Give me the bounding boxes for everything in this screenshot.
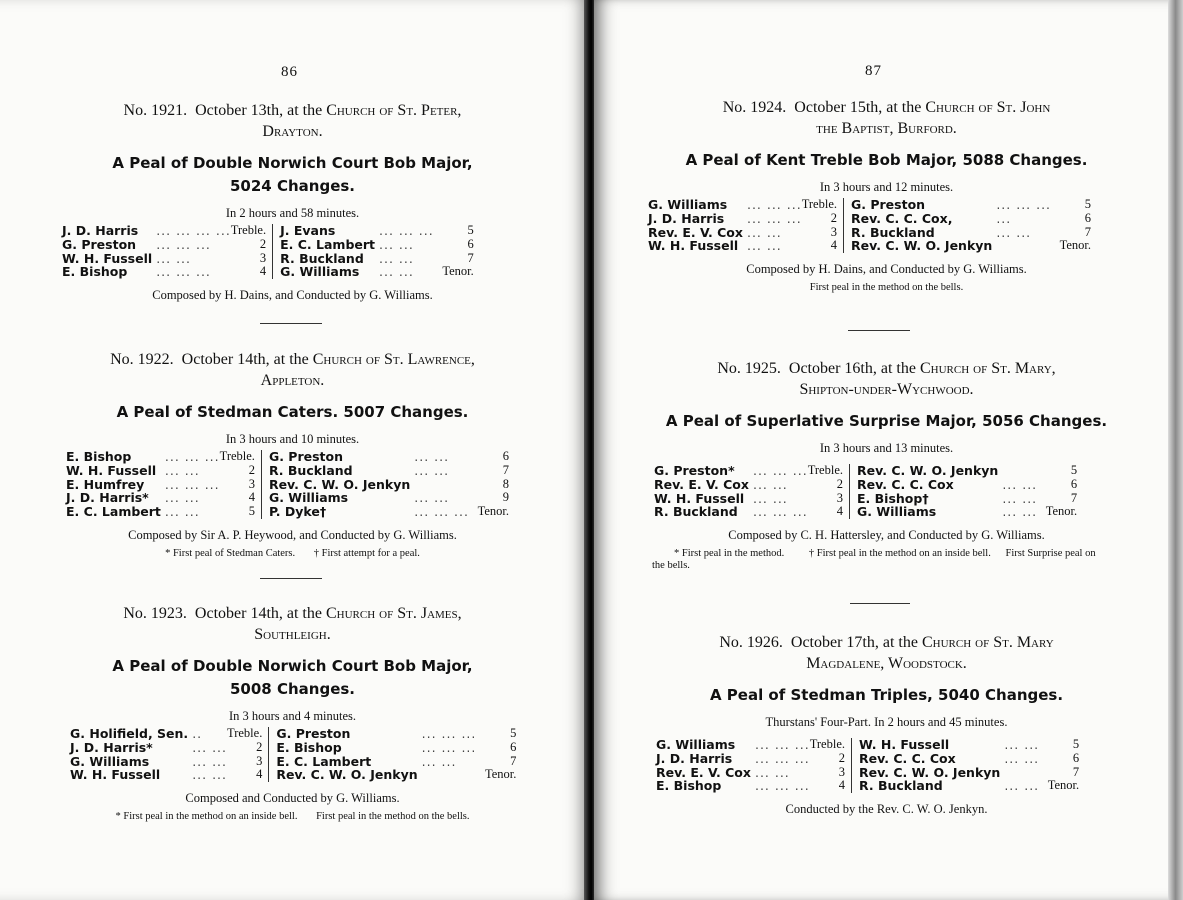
entry-heading — [40, 100, 545, 142]
entry-place: Drayton. — [262, 123, 323, 140]
peal-entry-1923 — [40, 603, 545, 822]
peal-title: A Peal of Stedman Triples, 5040 Changes. — [709, 686, 1064, 704]
peal-entry-1924 — [634, 97, 1139, 293]
entry-church: Church of St. Mary, — [919, 360, 1056, 377]
page-edge — [1168, 0, 1183, 900]
divider-rule — [260, 578, 322, 579]
ringer-row: G. Williams ... ... ... Treble. W. H. Fussell ... ... 5 — [656, 738, 1085, 752]
ringer-row: G. Preston* ... ... ... Treble. Rev. C. W. O. Jenkyn 5 — [654, 464, 1083, 478]
peal-duration: Thurstans' Four-Part. In 2 hours and 45 minutes. — [765, 715, 1008, 729]
ringer-row: J. D. Harris ... ... ... 2 Rev. C. C. Cox ... ... 6 — [656, 750, 1080, 766]
entry-date: October 13th, at the — [195, 102, 323, 119]
column-divider — [844, 198, 852, 253]
peal-entry-1925 — [634, 358, 1139, 572]
ringer-row: J. D. Harris* ... ... 2 E. Bishop ... ... ... 6 — [70, 739, 517, 755]
entry-heading — [40, 349, 545, 391]
footnote: * First peal in the method on an inside bell. — [115, 811, 298, 823]
ringers-table — [66, 450, 515, 519]
right-page — [594, 0, 1183, 900]
column-divider — [273, 224, 281, 279]
footnote: * First peal in the method. — [674, 548, 785, 560]
ringer-row: E. Bishop ... ... ... 4 G. Williams ... ... Tenor. — [62, 264, 474, 280]
entry-number: No. 1926. — [719, 634, 783, 651]
column-divider — [261, 450, 269, 519]
column-divider — [850, 464, 858, 519]
ringers-table — [70, 727, 522, 782]
ringer-row: R. Buckland ... ... ... 4 G. Williams ... ... Tenor. — [654, 504, 1078, 520]
peal-title: A Peal of Double Norwich Court Bob Major, 5024 Changes. — [112, 154, 473, 195]
entry-date: October 16th, at the — [788, 360, 916, 377]
entry-church: Church of St. Peter, — [326, 102, 462, 119]
entry-place: the Baptist, Burford. — [816, 120, 957, 137]
ringers-table — [62, 224, 480, 279]
footnotes — [652, 548, 1104, 572]
page-number: 86 — [281, 64, 298, 80]
entry-date: October 17th, at the — [790, 634, 918, 651]
entry-date: October 14th, at the — [194, 605, 322, 622]
entry-heading — [40, 603, 545, 645]
ringer-row: E. Bishop ... ... ... Treble. G. Preston ... ... 6 — [66, 450, 515, 464]
ringer-row: Rev. E. V. Cox ... ... 2 Rev. C. C. Cox ... ... 6 — [654, 476, 1078, 492]
footnotes — [40, 811, 545, 822]
entry-heading — [634, 632, 1139, 674]
footnote: First Surprise peal on the bells. — [652, 548, 1096, 572]
composer-line: Composed by C. H. Hattersley, and Conducted by G. Williams. — [728, 528, 1045, 543]
composer-line: Conducted by the Rev. C. W. O. Jenkyn. — [785, 802, 988, 817]
ringer-row: W. H. Fussell ... ... 4 Rev. C. W. O. Jenkyn Tenor. — [648, 238, 1092, 254]
entry-place: Southleigh. — [254, 626, 331, 643]
composer-line: Composed by H. Dains, and Conducted by G. Williams. — [746, 262, 1027, 277]
entry-church: Church of St. Mary — [921, 634, 1054, 651]
entry-number: No. 1925. — [717, 360, 781, 377]
peal-entry-1926 — [634, 632, 1139, 817]
ringer-row: G. Holifield, Sen. .. Treble. G. Preston ... ... ... 5 — [70, 727, 522, 741]
ringers-table — [654, 464, 1083, 519]
footnote: First peal in the method on the bells. — [316, 811, 470, 823]
peal-duration: In 3 hours and 4 minutes. — [228, 709, 357, 723]
footnotes — [40, 548, 545, 559]
peal-title: A Peal of Stedman Caters. 5007 Changes. — [116, 403, 469, 421]
entry-date: October 14th, at the — [181, 351, 309, 368]
composer-line: Composed by Sir A. P. Heywood, and Conducted by G. Williams. — [128, 527, 457, 542]
ringer-row: G. Preston ... ... ... 2 E. C. Lambert ... ... 6 — [62, 236, 474, 252]
entry-heading — [634, 97, 1139, 139]
entry-number: No. 1923. — [123, 605, 187, 622]
entry-heading — [634, 358, 1139, 400]
page-number: 87 — [865, 63, 882, 79]
ringer-row: W. H. Fussell ... ... 2 R. Buckland ... ... 7 — [66, 462, 509, 478]
divider-rule — [850, 603, 910, 604]
entry-place: Magdalene, Woodstock. — [806, 655, 967, 672]
ringer-row: G. Williams ... ... ... Treble. G. Preston ... ... ... 5 — [648, 198, 1097, 212]
peal-entry-1922 — [40, 349, 545, 559]
peal-entry-1921 — [40, 100, 545, 303]
ringer-row: W. H. Fussell ... ... 3 E. Bishop† ... ... 7 — [654, 490, 1078, 506]
left-page — [0, 0, 588, 900]
peal-duration: In 3 hours and 12 minutes. — [819, 180, 954, 194]
footnotes — [634, 282, 1139, 293]
footnote: First peal in the method on the bells. — [809, 282, 964, 294]
column-divider — [852, 738, 860, 793]
entry-number: No. 1921. — [123, 102, 188, 119]
entry-church: Church of St. Lawrence, — [312, 351, 475, 368]
ringers-table — [648, 198, 1097, 253]
entry-place: Appleton. — [260, 372, 325, 389]
composer-line: Composed and Conducted by G. Williams. — [185, 791, 400, 806]
entry-number: No. 1922. — [110, 351, 174, 368]
peal-title: A Peal of Kent Treble Bob Major, 5088 Changes. — [685, 151, 1088, 169]
footnote: * First peal of Stedman Caters. — [165, 547, 296, 559]
divider-rule — [848, 330, 910, 331]
ringer-row: E. Bishop ... ... ... 4 R. Buckland ... ... Tenor. — [656, 778, 1080, 794]
ringer-row: Rev. E. V. Cox ... ... 3 R. Buckland ... ... 7 — [648, 224, 1092, 240]
column-divider — [269, 727, 277, 782]
entry-church: Church of St. James, — [325, 605, 462, 622]
entry-place: Shipton-under-Wychwood. — [799, 381, 974, 398]
ringer-row: E. C. Lambert ... ... 5 P. Dyke† ... ... ... Tenor. — [66, 504, 509, 520]
divider-rule — [260, 323, 322, 324]
ringers-table — [656, 738, 1085, 793]
ringer-row: J. D. Harris ... ... ... 2 Rev. C. C. Cox, ... 6 — [648, 210, 1092, 226]
footnote: † First peal in the method on an inside bell. — [808, 548, 991, 560]
peal-duration: In 2 hours and 58 minutes. — [225, 206, 360, 220]
ringer-row: G. Williams ... ... 3 E. C. Lambert ... ... 7 — [70, 753, 517, 769]
ringer-row: W. H. Fussell ... ... 4 Rev. C. W. O. Jenkyn Tenor. — [70, 767, 517, 783]
peal-duration: In 3 hours and 13 minutes. — [819, 441, 954, 455]
entry-number: No. 1924. — [722, 99, 787, 116]
composer-line: Composed by H. Dains, and Conducted by G. Williams. — [152, 288, 433, 303]
footnote: † First attempt for a peal. — [313, 547, 420, 559]
ringer-row: Rev. E. V. Cox ... ... 3 Rev. C. W. O. Jenkyn 7 — [656, 764, 1080, 780]
ringer-row: J. D. Harris ... ... ... ... Treble. J. Evans ... ... ... 5 — [62, 224, 480, 238]
entry-church: Church of St. John — [925, 99, 1051, 116]
ringer-row: W. H. Fussell ... ... 3 R. Buckland ... ... 7 — [62, 250, 474, 266]
peal-title: A Peal of Superlative Surprise Major, 5056 Changes. — [665, 412, 1108, 430]
ringer-row: J. D. Harris* ... ... 4 G. Williams ... ... 9 — [66, 490, 509, 506]
ringer-row: E. Humfrey ... ... ... 3 Rev. C. W. O. Jenkyn 8 — [66, 476, 509, 492]
entry-date: October 15th, at the — [794, 99, 922, 116]
peal-title: A Peal of Double Norwich Court Bob Major, 5008 Changes. — [112, 657, 473, 698]
peal-duration: In 3 hours and 10 minutes. — [225, 432, 360, 446]
